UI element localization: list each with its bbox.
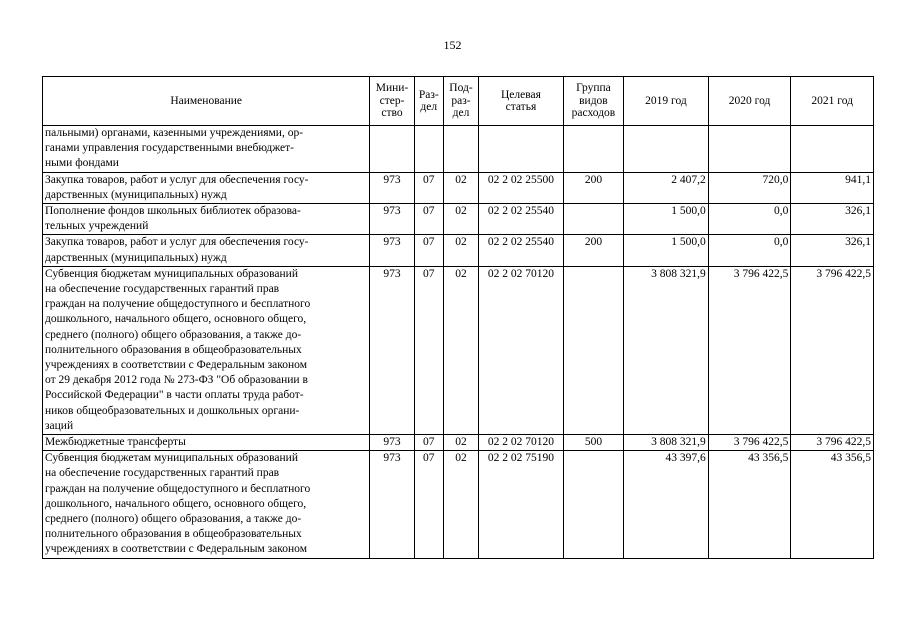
- cell-2020: 3 796 422,5: [708, 266, 791, 434]
- cell-target: 02 2 02 70120: [479, 435, 564, 451]
- name-line: граждан на получение общедоступного и бесплатного: [45, 298, 311, 311]
- cell-target: 02 2 02 25500: [479, 172, 564, 203]
- cell-ministry: 973: [370, 235, 414, 266]
- cell-name: [43, 235, 370, 266]
- cell-2019: 1 500,0: [624, 204, 709, 235]
- name-line: Субвенция бюджетам муниципальных образований: [45, 452, 298, 465]
- cell-2020: 0,0: [708, 235, 791, 266]
- name-line: Закупка товаров, работ и услуг для обеспечения госу-: [45, 236, 309, 249]
- header-ministry: [370, 77, 414, 126]
- name-line: на обеспечение государственных гарантий прав: [45, 283, 280, 296]
- cell-target: 02 2 02 25540: [479, 235, 564, 266]
- cell-section: 07: [414, 172, 443, 203]
- cell-target: 02 2 02 70120: [479, 266, 564, 434]
- cell-name: [43, 451, 370, 558]
- header-section: [414, 77, 443, 126]
- cell-2021: 3 796 422,5: [791, 266, 874, 434]
- header-line: раз-: [451, 94, 471, 107]
- cell-target: [479, 126, 564, 173]
- table-row: [43, 172, 874, 203]
- cell-expense-group: [563, 451, 623, 558]
- cell-ministry: 973: [370, 266, 414, 434]
- cell-name: [43, 126, 370, 173]
- name-line: Межбюджетные трансферты: [45, 436, 186, 449]
- header-subsection: [443, 77, 478, 126]
- header-2019: 2019 год: [624, 77, 709, 126]
- cell-expense-group: 200: [563, 172, 623, 203]
- name-line: Российской Федерации" в части оплаты труда работ-: [45, 389, 304, 402]
- cell-2021: 326,1: [791, 204, 874, 235]
- name-line: дарственных (муниципальных) нужд: [45, 188, 227, 201]
- cell-2019: 2 407,2: [624, 172, 709, 203]
- name-line: дошкольного, начального общего, основного общего,: [45, 497, 307, 510]
- cell-ministry: 973: [370, 172, 414, 203]
- name-line: от 29 декабря 2012 года № 273-ФЗ "Об образовании в: [45, 374, 308, 387]
- cell-2019: 1 500,0: [624, 235, 709, 266]
- header-line: Раз-: [418, 88, 439, 101]
- cell-ministry: [370, 126, 414, 173]
- header-2020: 2020 год: [708, 77, 791, 126]
- name-line: полнительного образования в общеобразовательных: [45, 528, 302, 541]
- table-header-row: [43, 77, 874, 126]
- name-line: Субвенция бюджетам муниципальных образований: [45, 267, 298, 280]
- header-2021: 2021 год: [791, 77, 874, 126]
- cell-name: [43, 435, 370, 451]
- table-row: [43, 451, 874, 558]
- table-row: [43, 204, 874, 235]
- name-line: ными фондами: [45, 157, 119, 170]
- header-line: статья: [505, 101, 537, 113]
- table-row: [43, 266, 874, 434]
- header-line: стер-: [379, 94, 405, 107]
- header-line: Целевая: [500, 88, 541, 101]
- name-line: граждан на получение общедоступного и бесплатного: [45, 482, 311, 495]
- cell-expense-group: [563, 266, 623, 434]
- name-line: на обеспечение государственных гарантий прав: [45, 467, 280, 480]
- page-number: 152: [443, 38, 462, 52]
- header-name: Наименование: [43, 77, 370, 126]
- name-line: тельных учреждений: [45, 220, 149, 233]
- table-row: [43, 235, 874, 266]
- cell-name: [43, 204, 370, 235]
- cell-section: 07: [414, 451, 443, 558]
- name-line: дарственных (муниципальных) нужд: [45, 251, 227, 264]
- table-row: [43, 126, 874, 173]
- cell-2021: 326,1: [791, 235, 874, 266]
- cell-expense-group: [563, 204, 623, 235]
- cell-2021: 3 796 422,5: [791, 435, 874, 451]
- cell-2019: 3 808 321,9: [624, 266, 709, 434]
- header-line: Мини-: [375, 82, 409, 95]
- cell-2020: 43 356,5: [708, 451, 791, 558]
- header-line: дел: [420, 101, 438, 113]
- cell-subsection: 02: [443, 172, 478, 203]
- header-line: Под-: [449, 82, 473, 95]
- cell-2021: 941,1: [791, 172, 874, 203]
- header-line: ство: [381, 107, 403, 120]
- cell-name: [43, 266, 370, 434]
- cell-ministry: 973: [370, 451, 414, 558]
- cell-2020: 0,0: [708, 204, 791, 235]
- cell-subsection: 02: [443, 451, 478, 558]
- name-line: среднего (полного) общего образования, а также до-: [45, 328, 302, 341]
- cell-subsection: 02: [443, 235, 478, 266]
- cell-section: 07: [414, 435, 443, 451]
- cell-subsection: 02: [443, 266, 478, 434]
- name-line: пальными) органами, казенными учреждениями, ор-: [45, 127, 304, 139]
- name-line: дошкольного, начального общего, основного общего,: [45, 313, 307, 326]
- cell-name: [43, 172, 370, 203]
- cell-2019: 43 397,6: [624, 451, 709, 558]
- name-line: заций: [45, 419, 74, 432]
- cell-subsection: [443, 126, 478, 173]
- cell-expense-group: 200: [563, 235, 623, 266]
- cell-section: 07: [414, 235, 443, 266]
- table-body: [43, 126, 874, 559]
- name-line: ганами управления государственными внебюджет-: [45, 142, 294, 155]
- cell-2020: 720,0: [708, 172, 791, 203]
- name-line: учреждениях в соответствии с Федеральным законом: [45, 359, 307, 372]
- header-line: Группа: [576, 82, 611, 95]
- cell-target: 02 2 02 25540: [479, 204, 564, 235]
- cell-section: [414, 126, 443, 173]
- cell-subsection: 02: [443, 435, 478, 451]
- cell-expense-group: [563, 126, 623, 173]
- cell-ministry: 973: [370, 435, 414, 451]
- cell-expense-group: 500: [563, 435, 623, 451]
- name-line: Пополнение фондов школьных библиотек образова-: [45, 205, 301, 218]
- name-line: учреждениях в соответствии с Федеральным законом: [45, 543, 307, 556]
- cell-2020: 3 796 422,5: [708, 435, 791, 451]
- header-line: дел: [452, 107, 470, 120]
- header-line: расходов: [571, 107, 616, 120]
- table-row: [43, 435, 874, 451]
- header-target: [479, 77, 564, 126]
- cell-2021: [791, 126, 874, 173]
- header-line: видов: [579, 94, 608, 107]
- cell-section: 07: [414, 266, 443, 434]
- cell-section: 07: [414, 204, 443, 235]
- name-line: среднего (полного) общего образования, а также до-: [45, 513, 302, 526]
- cell-2020: [708, 126, 791, 173]
- header-expense-group: [563, 77, 623, 126]
- cell-2019: 3 808 321,9: [624, 435, 709, 451]
- name-line: полнительного образования в общеобразовательных: [45, 343, 302, 356]
- name-line: ников общеобразовательных и дошкольных органи-: [45, 404, 300, 417]
- name-line: Закупка товаров, работ и услуг для обеспечения госу-: [45, 173, 309, 186]
- cell-2019: [624, 126, 709, 173]
- budget-table: [42, 76, 874, 559]
- cell-ministry: 973: [370, 204, 414, 235]
- cell-target: 02 2 02 75190: [479, 451, 564, 558]
- cell-2021: 43 356,5: [791, 451, 874, 558]
- cell-subsection: 02: [443, 204, 478, 235]
